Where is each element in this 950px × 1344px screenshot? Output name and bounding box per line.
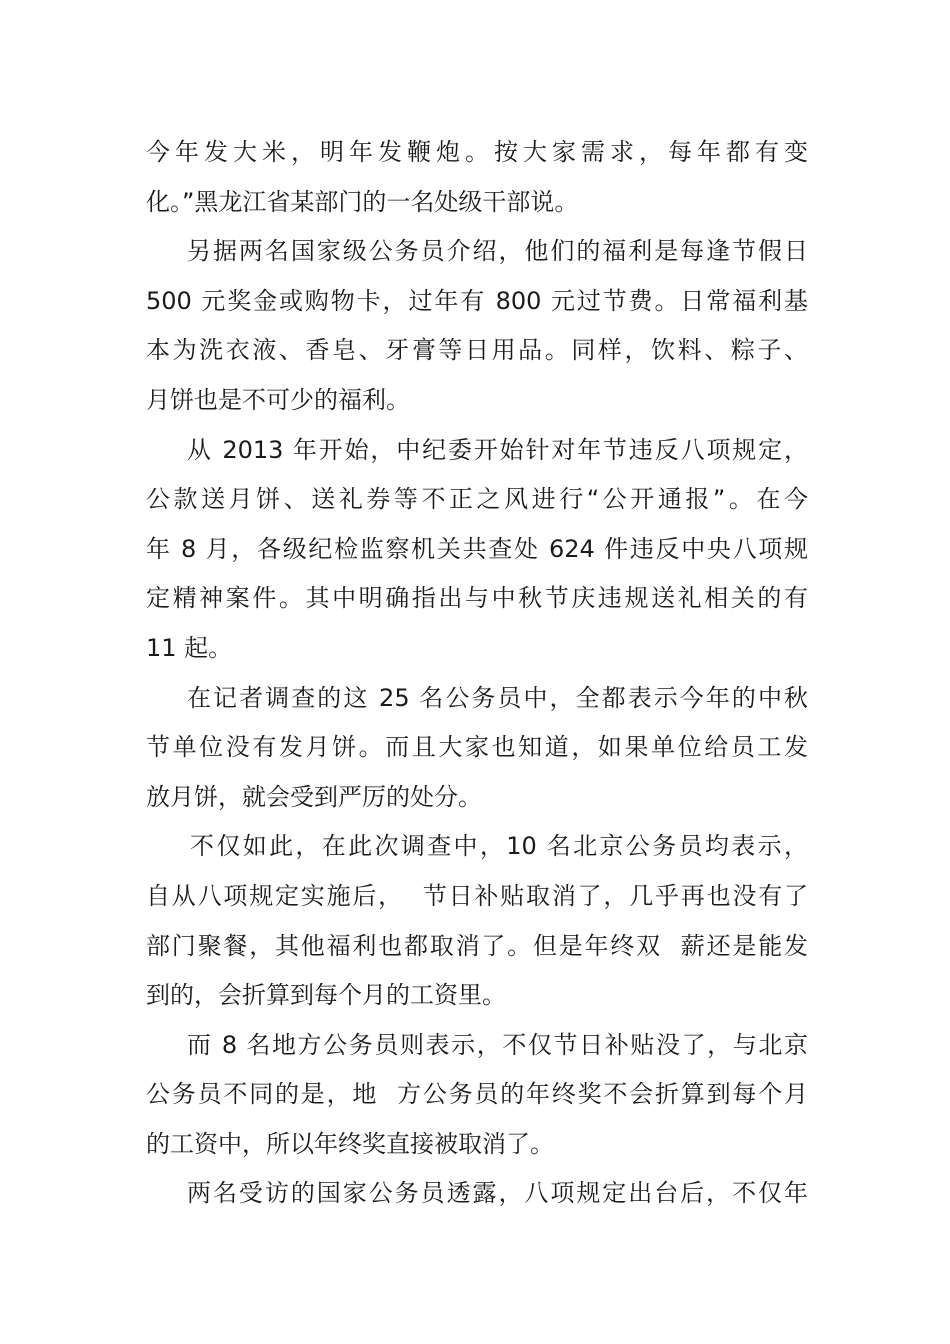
- body-text: [146, 128, 808, 1219]
- text-line: 另据两名国家级公务员介绍，他们的福利是每逢节假日: [187, 237, 808, 266]
- text-line: 在记者调查的这 25 名公务员中，全都表示今年的中秋: [187, 683, 808, 712]
- text-line: 的工资中，所以年终奖直接被取消了。: [146, 1129, 554, 1158]
- text-line: 年 8 月，各级纪检监察机关共查处 624 件违反中央八项规: [146, 534, 808, 563]
- text-line: 定精神案件。其中明确指出与中秋节庆违规送礼相关的有: [146, 584, 808, 613]
- text-line: 自从八项规定实施后， 节日补贴取消了，几乎再也没有了: [146, 881, 808, 910]
- text-line: 两名受访的国家公务员透露，八项规定出台后，不仅年: [187, 1179, 808, 1208]
- text-line: 11 起。: [146, 633, 233, 662]
- text-line: 部门聚餐，其他福利也都取消了。但是年终双 薪还是能发: [146, 931, 808, 960]
- text-line: 节单位没有发月饼。而且大家也知道，如果单位给员工发: [146, 733, 808, 762]
- text-line: 公务员不同的是，地 方公务员的年终奖不会折算到每个月: [146, 1080, 808, 1109]
- text-line: 到的，会折算到每个月的工资里。: [146, 981, 506, 1010]
- text-line: 从 2013 年开始，中纪委开始针对年节违反八项规定，: [187, 435, 808, 464]
- text-line: 月饼也是不可少的福利。: [146, 385, 410, 414]
- text-line: 公款送月饼、送礼券等不正之风进行“公开通报”。在今: [146, 485, 808, 514]
- text-line: 今年发大米，明年发鞭炮。按大家需求，每年都有变: [146, 138, 808, 166]
- text-line: 化。”黑龙江省某部门的一名处级干部说。: [146, 187, 579, 216]
- text-line: 而 8 名地方公务员则表示，不仅节日补贴没了，与北京: [187, 1030, 808, 1059]
- text-line: 500 元奖金或购物卡，过年有 800 元过节费。日常福利基: [146, 286, 808, 315]
- text-line: 不仅如此，在此次调查中，10 名北京公务员均表示，: [190, 832, 808, 861]
- text-line: 放月饼，就会受到严厉的处分。: [146, 782, 482, 811]
- text-line: 本为洗衣液、香皂、牙膏等日用品。同样，饮料、粽子、: [146, 336, 808, 365]
